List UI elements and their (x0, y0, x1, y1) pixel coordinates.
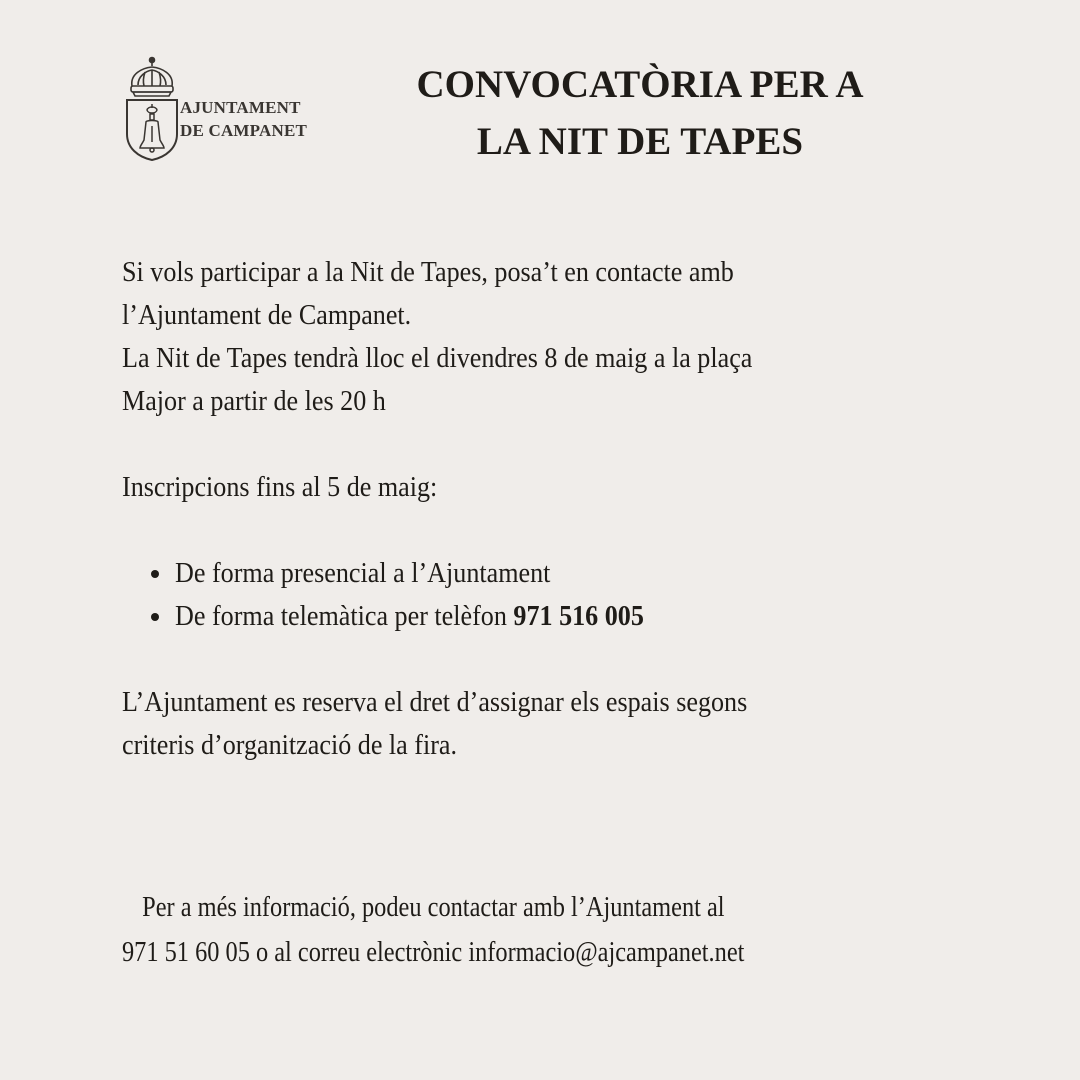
logo-line-1: AJUNTAMENT (180, 98, 301, 117)
intro-line-3: La Nit de Tapes tendrà lloc el divendres 8 de maig a la plaça (122, 342, 753, 374)
logo-line-2: DE CAMPANET (180, 121, 308, 140)
registration-method-text: De forma presencial a l’Ajuntament (175, 557, 551, 589)
list-item (122, 552, 1022, 595)
intro-line-2: l’Ajuntament de Campanet. (122, 299, 412, 331)
registration-methods (122, 552, 1022, 638)
bullet-icon (151, 613, 159, 621)
list-item (122, 595, 1022, 638)
footer-line-1: Per a més informació, podeu contactar amb l’Ajuntament al (142, 891, 725, 923)
registration-method-text: De forma telemàtica per telèfon (175, 600, 514, 632)
title-line-2: LA NIT DE TAPES (476, 120, 804, 163)
announcement-body (122, 251, 1022, 767)
title-line-1: CONVOCATÒRIA PER A (416, 63, 864, 106)
registration-heading: Inscripcions fins al 5 de maig: (122, 471, 438, 503)
bullet-icon (151, 570, 159, 578)
footer-line-2: 971 51 60 05 o al correu electrònic informacio@ajcampanet.net (122, 936, 745, 968)
notice-line-1: L’Ajuntament es reserva el dret d’assignar els espais segons (122, 686, 748, 718)
notice-line-2: criteris d’organització de la fira. (122, 729, 458, 761)
page-title (380, 56, 900, 170)
municipal-logo (124, 56, 309, 162)
intro-line-1: Si vols participar a la Nit de Tapes, posa’t en contacte amb (122, 256, 734, 288)
crowned-shield-bell-icon (124, 56, 180, 162)
registration-phone: 971 516 005 (513, 600, 644, 632)
contact-footer (122, 885, 942, 975)
intro-line-4: Major a partir de les 20 h (122, 385, 386, 417)
